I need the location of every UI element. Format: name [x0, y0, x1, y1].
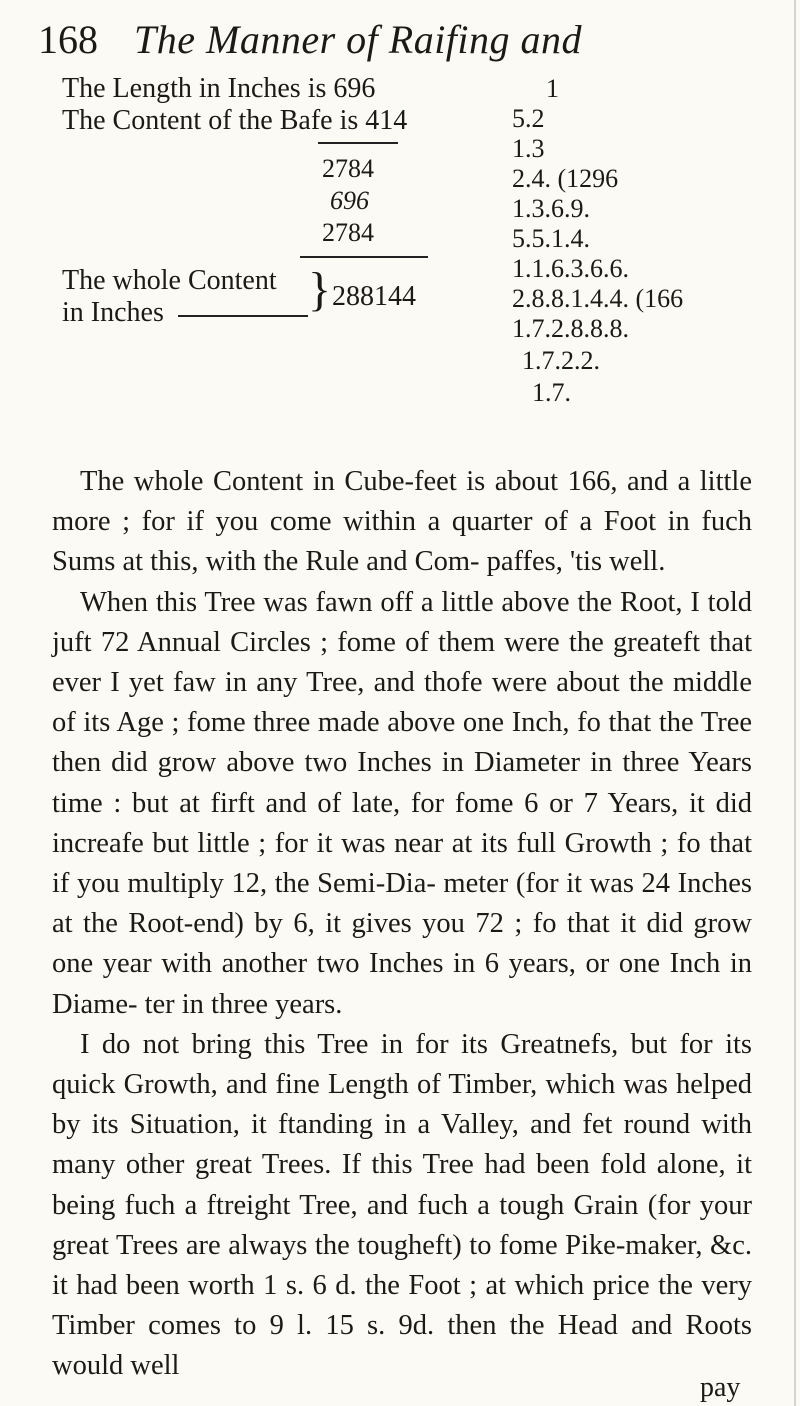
root-column-row-6: 5.5.1.4.	[512, 224, 590, 253]
paragraph-annual-circles: When this Tree was fawn off a little above the Root, I told juft 72 Annual Circles ; fome of them were the greateft that ever I yet faw in any Tree, and thofe were about the middle of its Age ; fome three made above one Inch, fo that the Tree then did grow above two Inches in Diameter in three Years time : but at firft and of late, for fome 6 or 7 Years, it did increafe but little ; for it was near at its full Growth ; fo that if you multiply 12, the Semi-Dia- meter (for it was 24 Inches at the Root-end) by 6, it gives you 72 ; fo that it did grow one year with another two Inches in 6 years, or one Inch in Diame- ter in three years.	[52, 586, 752, 1020]
multiplication-rule	[318, 142, 398, 144]
running-title: The Manner of Raifing and	[134, 17, 583, 62]
sum-rule	[300, 256, 428, 258]
whole-content-value: 288144	[332, 281, 416, 312]
whole-content-label-2: in Inches	[62, 297, 164, 328]
root-column-row-1: 1	[546, 74, 559, 103]
catchword: pay	[700, 1372, 741, 1403]
root-column-row-9: 1.7.2.8.8.8.	[512, 314, 629, 343]
partial-product-2: 696	[330, 186, 369, 215]
root-column-row-3: 1.3	[512, 134, 545, 163]
root-column-row-10: 1.7.2.2.	[522, 346, 600, 375]
label-dash	[178, 315, 308, 317]
page-edge	[794, 0, 796, 1406]
running-head	[38, 8, 758, 68]
whole-content-label-1: The whole Content	[62, 265, 277, 296]
root-column-row-5: 1.3.6.9.	[512, 194, 590, 223]
root-column-row-4: 2.4. (1296	[512, 164, 619, 193]
root-column-row-11: 1.7.	[532, 378, 571, 407]
partial-product-1: 2784	[322, 154, 374, 183]
paragraph-timber-value: I do not bring this Tree in for its Greatnefs, but for its quick Growth, and fine Length of Timber, which was helped by its Situation, it ftanding in a Valley, and fet round with many other great Trees. If this Tree had been fold alone, it being fuch a ftreight Tree, and fuch a tough Grain (for your great Trees are always the tougheft) to fome Pike-maker, &c. it had been worth 1 s. 6 d. the Foot ; at which price the very Timber comes to 9 l. 15 s. 9d. then the Head and Roots would well	[52, 1028, 752, 1382]
root-column-row-8: 2.8.8.1.4.4. (166	[512, 284, 684, 313]
curly-brace: }	[308, 263, 332, 316]
partial-product-3: 2784	[322, 218, 374, 247]
paragraph-cube-feet: The whole Content in Cube-feet is about 166, and a little more ; for if you come within a quarter of a Foot in fuch Sums at this, with the Rule and Com- paffes, 'tis well.	[52, 466, 752, 578]
base-content-line: The Content of the Bafe is 414	[62, 105, 408, 136]
root-column-row-2: 5.2	[512, 104, 545, 133]
length-line: The Length in Inches is 696	[62, 73, 376, 104]
body-text	[52, 462, 752, 1387]
page-number: 168	[38, 17, 98, 62]
root-column-row-7: 1.1.6.3.6.6.	[512, 254, 629, 283]
